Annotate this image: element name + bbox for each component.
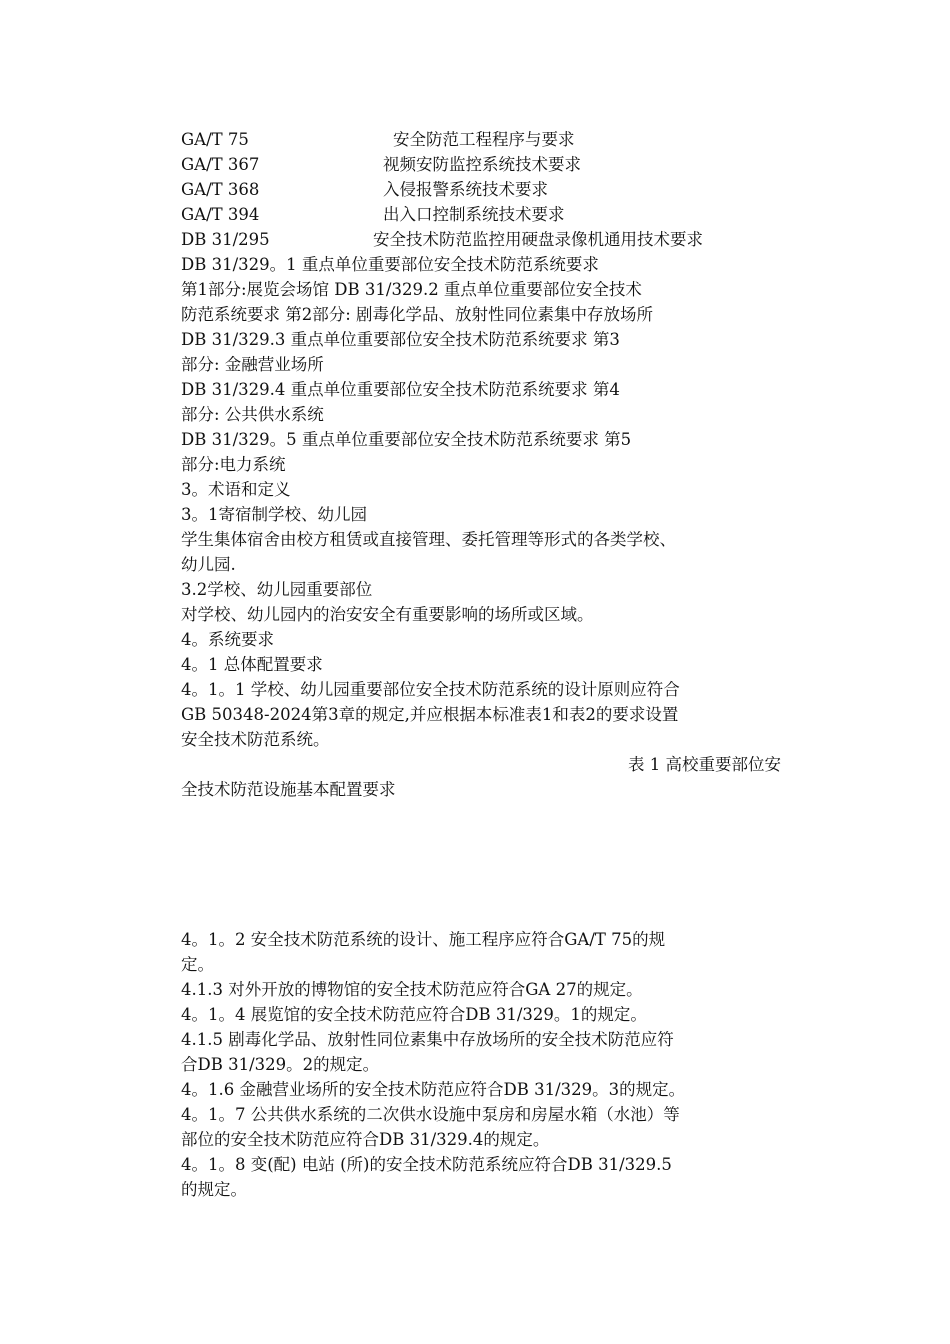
text-line: 定。 bbox=[181, 955, 214, 974]
text-line: 部分:电力系统 bbox=[181, 455, 286, 474]
reference-code: GA/T 368 bbox=[181, 180, 260, 199]
text-line: DB 31/329。1 重点单位重要部位安全技术防范系统要求 bbox=[181, 255, 599, 274]
document-page bbox=[181, 127, 781, 1202]
text-line: 学生集体宿舍由校方租赁或直接管理、委托管理等形式的各类学校、 bbox=[181, 530, 676, 549]
text-line: 4。1。1 学校、幼儿园重要部位安全技术防范系统的设计原则应符合 bbox=[181, 680, 680, 699]
blank-space bbox=[181, 802, 781, 927]
reference-entry bbox=[181, 202, 781, 227]
text-line: 4。1。2 安全技术防范系统的设计、施工程序应符合GA/T 75的规 bbox=[181, 930, 666, 949]
subsection-heading: 4。1 总体配置要求 bbox=[181, 655, 323, 674]
text-line: 对学校、幼儿园内的治安安全有重要影响的场所或区域。 bbox=[181, 605, 594, 624]
text-line: 部分: 公共供水系统 bbox=[181, 405, 324, 424]
text-line: 4.1.5 剧毒化学品、放射性同位素集中存放场所的安全技术防范应符 bbox=[181, 1030, 674, 1049]
text-line: 安全技术防范系统。 bbox=[181, 730, 330, 749]
text-line: GB 50348-2024第3章的规定,并应根据本标准表1和表2的要求设置 bbox=[181, 705, 679, 724]
text-line: DB 31/329。5 重点单位重要部位安全技术防范系统要求 第5 bbox=[181, 430, 632, 449]
text-line: 4。1。7 公共供水系统的二次供水设施中泵房和房屋水箱（水池）等 bbox=[181, 1105, 680, 1124]
reference-title: 安全技术防范监控用硬盘录像机通用技术要求 bbox=[373, 230, 703, 249]
text-line: 部分: 金融营业场所 bbox=[181, 355, 324, 374]
text-line: DB 31/329.4 重点单位重要部位安全技术防范系统要求 第4 bbox=[181, 380, 620, 399]
subsection-heading: 3.2学校、幼儿园重要部位 bbox=[181, 580, 373, 599]
text-line: DB 31/329.3 重点单位重要部位安全技术防范系统要求 第3 bbox=[181, 330, 620, 349]
reference-code: GA/T 75 bbox=[181, 130, 249, 149]
reference-entry bbox=[181, 152, 781, 177]
text-line: 4。1.6 金融营业场所的安全技术防范应符合DB 31/329。3的规定。 bbox=[181, 1080, 686, 1099]
reference-code: GA/T 367 bbox=[181, 155, 260, 174]
section-heading: 3。术语和定义 bbox=[181, 480, 291, 499]
text-line: 的规定。 bbox=[181, 1180, 247, 1199]
reference-code: DB 31/295 bbox=[181, 230, 270, 249]
reference-code: GA/T 394 bbox=[181, 205, 260, 224]
table-caption: 全技术防范设施基本配置要求 bbox=[181, 780, 396, 799]
text-line: 合DB 31/329。2的规定。 bbox=[181, 1055, 380, 1074]
text-line: 4。1。8 变(配) 电站 (所)的安全技术防范系统应符合DB 31/329.5 bbox=[181, 1155, 672, 1174]
text-line: 防范系统要求 第2部分: 剧毒化学品、放射性同位素集中存放场所 bbox=[181, 305, 654, 324]
text-line: 幼儿园. bbox=[181, 555, 236, 574]
reference-title: 视频安防监控系统技术要求 bbox=[383, 155, 581, 174]
section-heading: 4。系统要求 bbox=[181, 630, 274, 649]
reference-entry bbox=[181, 177, 781, 202]
table-caption: 表 1 高校重要部位安 bbox=[628, 755, 781, 774]
reference-title: 入侵报警系统技术要求 bbox=[383, 180, 548, 199]
reference-entry bbox=[181, 227, 781, 252]
subsection-heading: 3。1寄宿制学校、幼儿园 bbox=[181, 505, 367, 524]
reference-title: 安全防范工程程序与要求 bbox=[393, 130, 575, 149]
reference-title: 出入口控制系统技术要求 bbox=[383, 205, 565, 224]
reference-entry bbox=[181, 127, 781, 152]
text-line: 第1部分:展览会场馆 DB 31/329.2 重点单位重要部位安全技术 bbox=[181, 280, 642, 299]
text-line: 4。1。4 展览馆的安全技术防范应符合DB 31/329。1的规定。 bbox=[181, 1005, 647, 1024]
text-line: 4.1.3 对外开放的博物馆的安全技术防范应符合GA 27的规定。 bbox=[181, 980, 643, 999]
text-line: 部位的安全技术防范应符合DB 31/329.4的规定。 bbox=[181, 1130, 550, 1149]
